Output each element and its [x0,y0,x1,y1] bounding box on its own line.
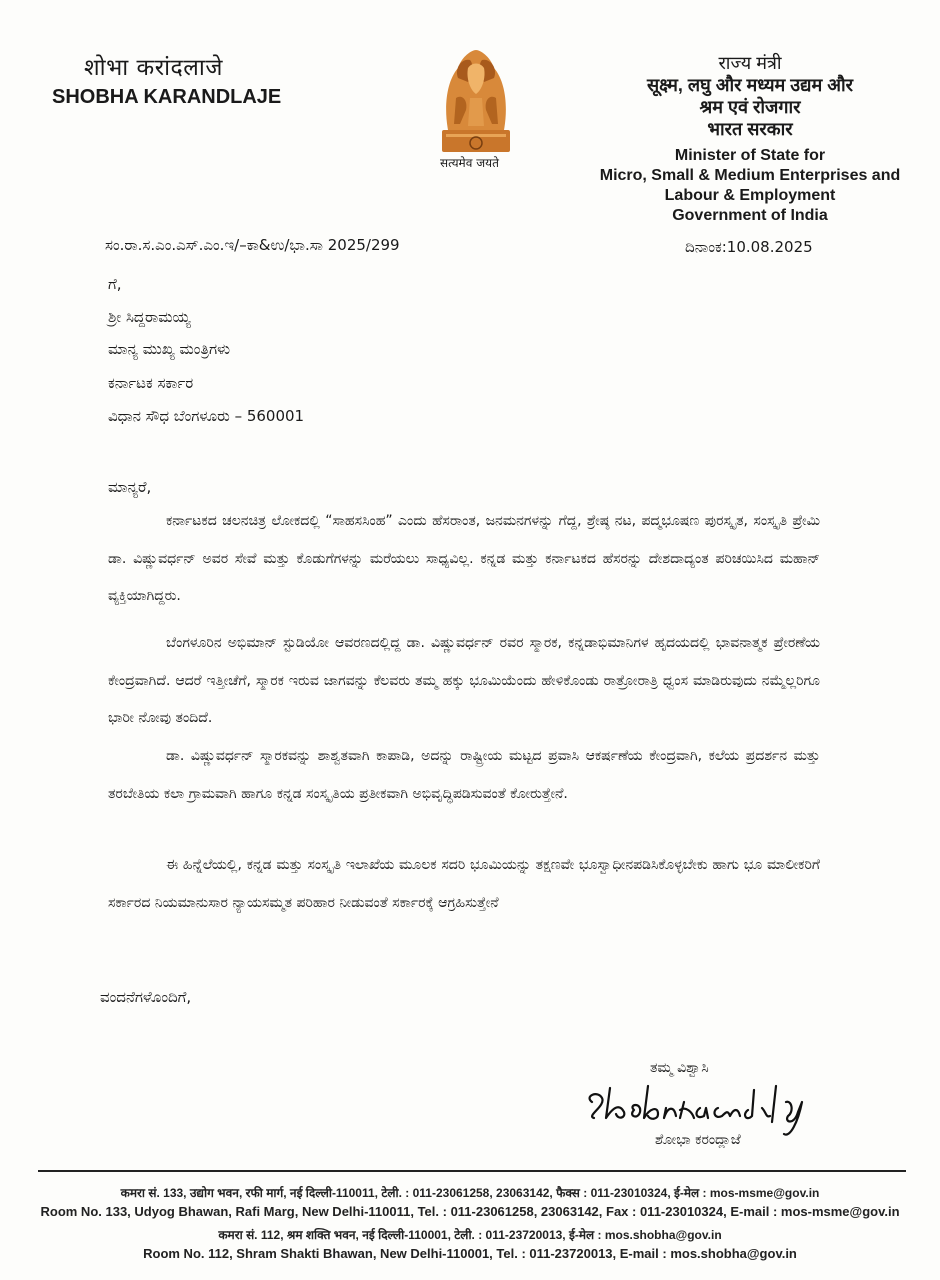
footer-address-english: Room No. 133, Udyog Bhawan, Rafi Marg, New Delhi-110011, Tel. : 011-23061258, 23063142, Fax : 011-23010324, E-mail : mos-msme@gov.in [40,1204,900,1219]
recipient-line: ಮಾನ್ಯ ಮುಖ್ಯ ಮಂತ್ರಿಗಳು [108,340,231,358]
letter-date: ದಿನಾಂಕ:10.08.2025 [685,238,813,256]
signatory-name: ಶೋಭಾ ಕರಂದ್ಲಾಜೆ [655,1132,741,1148]
footer-address-hindi: कमरा सं. 112, श्रम शक्ति भवन, नई दिल्ली-110001, टेली. : 011-23720013, ई-मेल : mos.shobha@gov.in [218,1228,722,1242]
designation-hindi-line: राज्य मंत्री [718,53,782,73]
yours-faithfully: ತಮ್ಮ ವಿಶ್ವಾಸಿ [650,1060,709,1076]
minister-name-hindi: शोभा करांदलाजे [84,55,223,81]
designation-hindi-line: श्रम एवं रोजगार [699,97,801,117]
salutation: ಮಾನ್ಯರೆ, [108,478,152,496]
footer-address-hindi: कमरा सं. 133, उद्योग भवन, रफी मार्ग, नई दिल्ली-110011, टेली. : 011-23061258, 23063142, फैक्स : 011-23010324, ई-मेल : mos-msme@gov.in [120,1186,820,1200]
designation-english-line: Micro, Small & Medium Enterprises and [599,167,901,184]
designation-english-line: Minister of State for [674,147,826,164]
recipient-line: ಶ್ರೀ ಸಿದ್ದರಾಮಯ್ಯ [108,308,191,326]
footer-divider [38,1170,906,1172]
closing-text: ವಂದನೆಗಳೊಂದಿಗೆ, [100,988,192,1006]
recipient-line: ವಿಧಾನ ಸೌಧ ಬೆಂಗಳೂರು – 560001 [108,407,305,425]
designation-hindi-line: भारत सरकार [707,119,793,139]
state-emblem-icon [428,38,524,156]
to-label: ಗೆ, [108,275,122,293]
designation-english-line: Labour & Employment [664,187,836,204]
body-paragraph: ಈ ಹಿನ್ನೆಲೆಯಲ್ಲಿ, ಕನ್ನಡ ಮತ್ತು ಸಂಸ್ಕೃತಿ ಇಲಾಖೆಯ ಮೂಲಕ ಸದರಿ ಭೂಮಿಯನ್ನು ತಕ್ಷಣವೇ ಭೂಸ್ವಾಧೀನಪಡಿಸಿಕೊಳ್ಳಬೇಕು ಹಾಗು ಭೂ ಮಾಲೀಕರಿಗೆ ಸರ್ಕಾರದ ನಿಯಮಾನುಸಾರ ನ್ಯಾಯಸಮ್ಮತ ಪರಿಹಾರ ನೀಡುವಂತೆ ಸರ್ಕಾರಕ್ಕೆ ಆಗ್ರಹಿಸುತ್ತೇನೆ [108,857,820,911]
minister-name-english: SHOBHA KARANDLAJE [52,86,282,108]
footer-address-english: Room No. 112, Shram Shakti Bhawan, New Delhi-110001, Tel. : 011-23720013, E-mail : mos.shobha@gov.in [143,1246,797,1261]
body-paragraph: ಬೆಂಗಳೂರಿನ ಅಭಿಮಾನ್ ಸ್ಟುಡಿಯೋ ಆವರಣದಲ್ಲಿದ್ದ ಡಾ. ವಿಷ್ಣುವರ್ಧನ್ ರವರ ಸ್ಮಾರಕ, ಕನ್ನಡಾಭಿಮಾನಿಗಳ ಹೃದಯದಲ್ಲಿ ಭಾವನಾತ್ಮಕ ಪ್ರೇರಣೆಯ ಕೇಂದ್ರವಾಗಿದೆ. ಆದರೆ ಇತ್ತೀಚೆಗೆ, ಸ್ಮಾರಕ ಇರುವ ಜಾಗವನ್ನು ಕೆಲವರು ತಮ್ಮ ಹಕ್ಕು ಭೂಮಿಯೆಂದು ಹೇಳಿಕೊಂಡು ರಾತ್ರೋರಾತ್ರಿ ಧ್ವಂಸ ಮಾಡಿರುವುದು ನಮ್ಮೆಲ್ಲರಿಗೂ ಭಾರೀ ನೋವು ತಂದಿದೆ. [108,635,820,726]
body-paragraph: ಕರ್ನಾಟಕದ ಚಲನಚಿತ್ರ ಲೋಕದಲ್ಲಿ “ಸಾಹಸಸಿಂಹ” ಎಂದು ಹೆಸರಾಂತ, ಜನಮನಗಳನ್ನು ಗೆದ್ದ, ಶ್ರೇಷ್ಠ ನಟ, ಪದ್ಮಭೂಷಣ ಪುರಸ್ಕೃತ, ಸಂಸ್ಕೃತಿ ಪ್ರೇಮಿ ಡಾ. ವಿಷ್ಣುವರ್ಧನ್ ಅವರ ಸೇವೆ ಮತ್ತು ಕೊಡುಗೆಗಳನ್ನು ಮರೆಯಲು ಸಾಧ್ಯವಿಲ್ಲ. ಕನ್ನಡ ಮತ್ತು ಕರ್ನಾಟಕದ ಹೆಸರನ್ನು ದೇಶದಾದ್ಯಂತ ಪರಿಚಯಿಸಿದ ಮಹಾನ್ ವ್ಯಕ್ತಿಯಾಗಿದ್ದರು. [108,513,820,604]
designation-hindi-line: सूक्ष्म, लघु और मध्यम उद्यम और [646,75,854,95]
designation-english-line: Government of India [672,207,828,224]
emblem-motto: सत्यमेव जयते [440,156,499,170]
recipient-line: ಕರ್ನಾಟಕ ಸರ್ಕಾರ [108,374,194,392]
body-paragraph: ಡಾ. ವಿಷ್ಣುವರ್ಧನ್ ಸ್ಮಾರಕವನ್ನು ಶಾಶ್ವತವಾಗಿ ಕಾಪಾಡಿ, ಅದನ್ನು ರಾಷ್ಟ್ರೀಯ ಮಟ್ಟದ ಪ್ರವಾಸಿ ಆಕರ್ಷಣೆಯ ಕೇಂದ್ರವಾಗಿ, ಕಲೆಯ ಪ್ರದರ್ಶನ ಮತ್ತು ತರಬೇತಿಯ ಕಲಾ ಗ್ರಾಮವಾಗಿ ಹಾಗೂ ಕನ್ನಡ ಸಂಸ್ಕೃತಿಯ ಪ್ರತೀಕವಾಗಿ ಅಭಿವೃದ್ಧಿಪಡಿಸುವಂತೆ ಕೋರುತ್ತೇನೆ. [108,748,820,802]
designation-block [580,52,920,226]
reference-number: ಸಂ.ರಾ.ಸ.ಎಂ.ಎಸ್.ಎಂ.ಇ/–ಕಾ&ಉ/ಭಾ.ಸಾ 2025/299 [105,236,400,254]
